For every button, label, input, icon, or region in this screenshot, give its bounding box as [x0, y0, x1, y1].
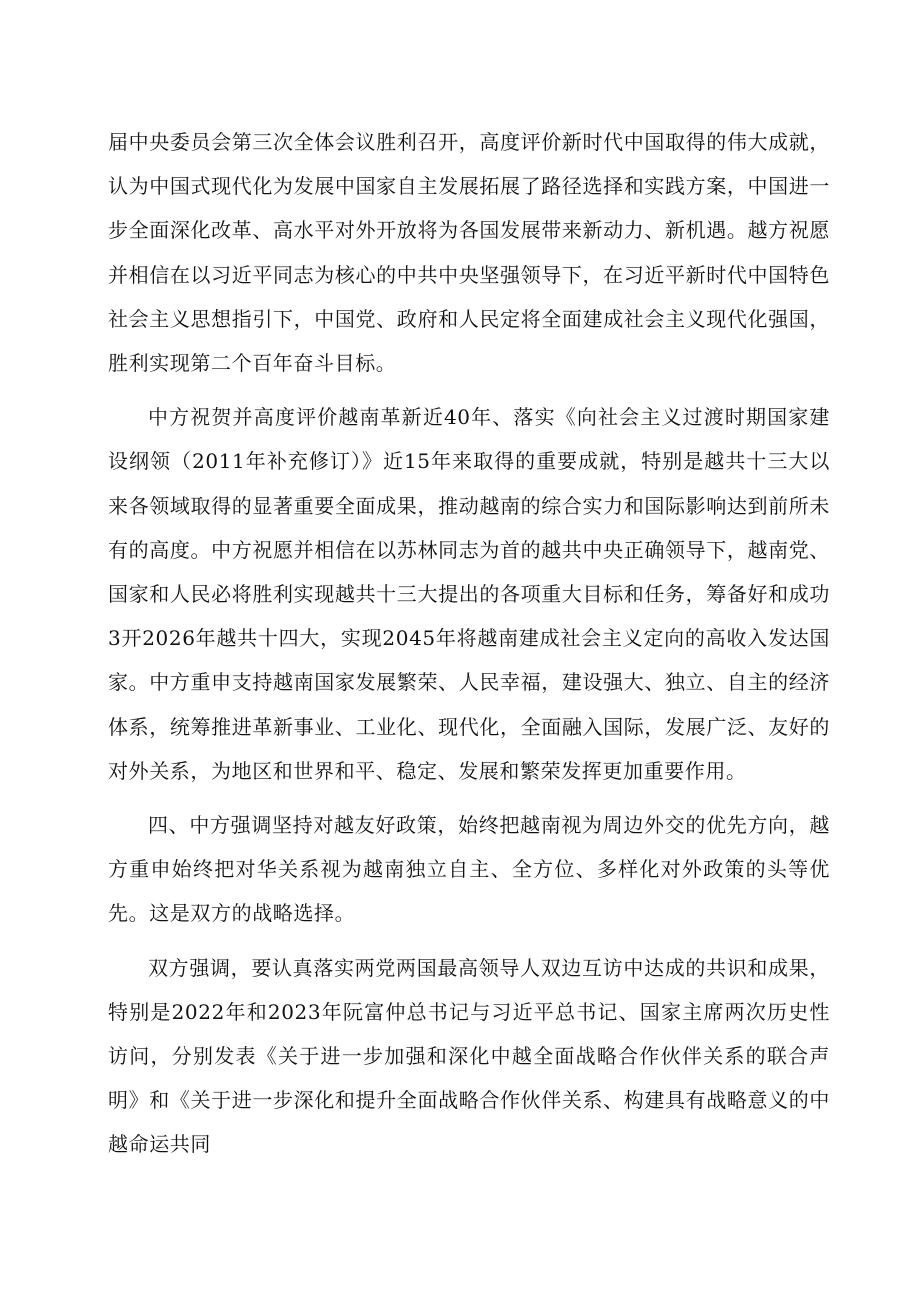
- paragraph-joint-emphasis: 双方强调，要认真落实两党两国最高领导人双边互访中达成的共识和成果，特别是2022年和2023年阮富仲总书记与习近平总书记、国家主席两次历史性访问，分别发表《关于进一步加强和深化中越全面战略合作伙伴关系的联合声明》和《关于进一步深化和提升全面战略合作伙伴关系、构建具有战略意义的中越命运共同: [108, 955, 830, 1157]
- paragraph-china-congratulates-vietnam: 中方祝贺并高度评价越南革新近40年、落实《向社会主义过渡时期国家建设纲领（2011年补充修订）》近15年来取得的重要成就，特别是越共十三大以来各领域取得的显著重要全面成果，推动越南的综合实力和国际影响达到前所未有的高度。中方祝愿并相信在以苏林同志为首的越共中央正确领导下，越南党、国家和人民必将胜利实现越共十三大提出的各项重大目标和任务，筹备好和成功3开2026年越共十四大，实现2045年将越南建成社会主义定向的高收入发达国家。中方重申支持越南国家发展繁荣、人民幸福，建设强大、独立、自主的经济体系，统筹推进革新事业、工业化、现代化，全面融入国际，发展广泛、友好的对外关系，为地区和世界和平、稳定、发展和繁荣发挥更加重要作用。: [108, 405, 830, 783]
- paragraph-point-four-friendly-policy: 四、中方强调坚持对越友好政策，始终把越南视为周边外交的优先方向，越方重申始终把对华关系视为越南独立自主、全方位、多样化对外政策的头等优先。这是双方的战略选择。: [108, 813, 830, 926]
- document-page: [108, 120, 830, 1177]
- paragraph-congress-review: 届中央委员会第三次全体会议胜利召开，高度评价新时代中国取得的伟大成就，认为中国式现代化为发展中国家自主发展拓展了路径选择和实践方案，中国进一步全面深化改革、高水平对外开放将为各国发展带来新动力、新机遇。越方祝愿并相信在以习近平同志为核心的中共中央坚强领导下，在习近平新时代中国特色社会主义思想指引下，中国党、政府和人民定将全面建成社会主义现代化强国，胜利实现第二个百年奋斗目标。: [108, 130, 830, 376]
